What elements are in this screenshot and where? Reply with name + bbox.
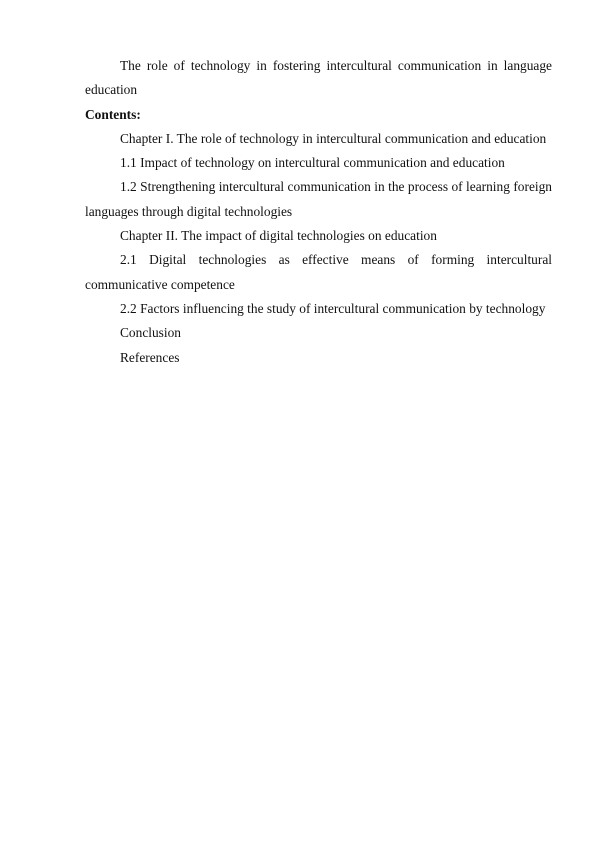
toc-entry-1-2: 1.2 Strengthening intercultural communication in the process of learning foreign languages through digital technologies [85, 179, 552, 219]
toc-entry-references: References [120, 349, 180, 365]
toc-entry-1-1: 1.1 Impact of technology on intercultural communication and education [120, 155, 505, 171]
document-page [85, 54, 552, 370]
toc-entry-2-2: 2.2 Factors influencing the study of intercultural communication by technology [120, 300, 546, 316]
toc-entry-2-1: 2.1 Digital technologies as effective means of forming intercultural communicative competence [85, 252, 552, 292]
contents-heading: Contents: [85, 106, 141, 122]
toc-entry-chapter-2: Chapter II. The impact of digital technologies on education [120, 228, 437, 244]
document-title: The role of technology in fostering intercultural communication in language education [85, 58, 552, 98]
toc-entry-conclusion: Conclusion [120, 325, 182, 341]
toc-entry-chapter-1: Chapter I. The role of technology in intercultural communication and education [120, 130, 547, 146]
